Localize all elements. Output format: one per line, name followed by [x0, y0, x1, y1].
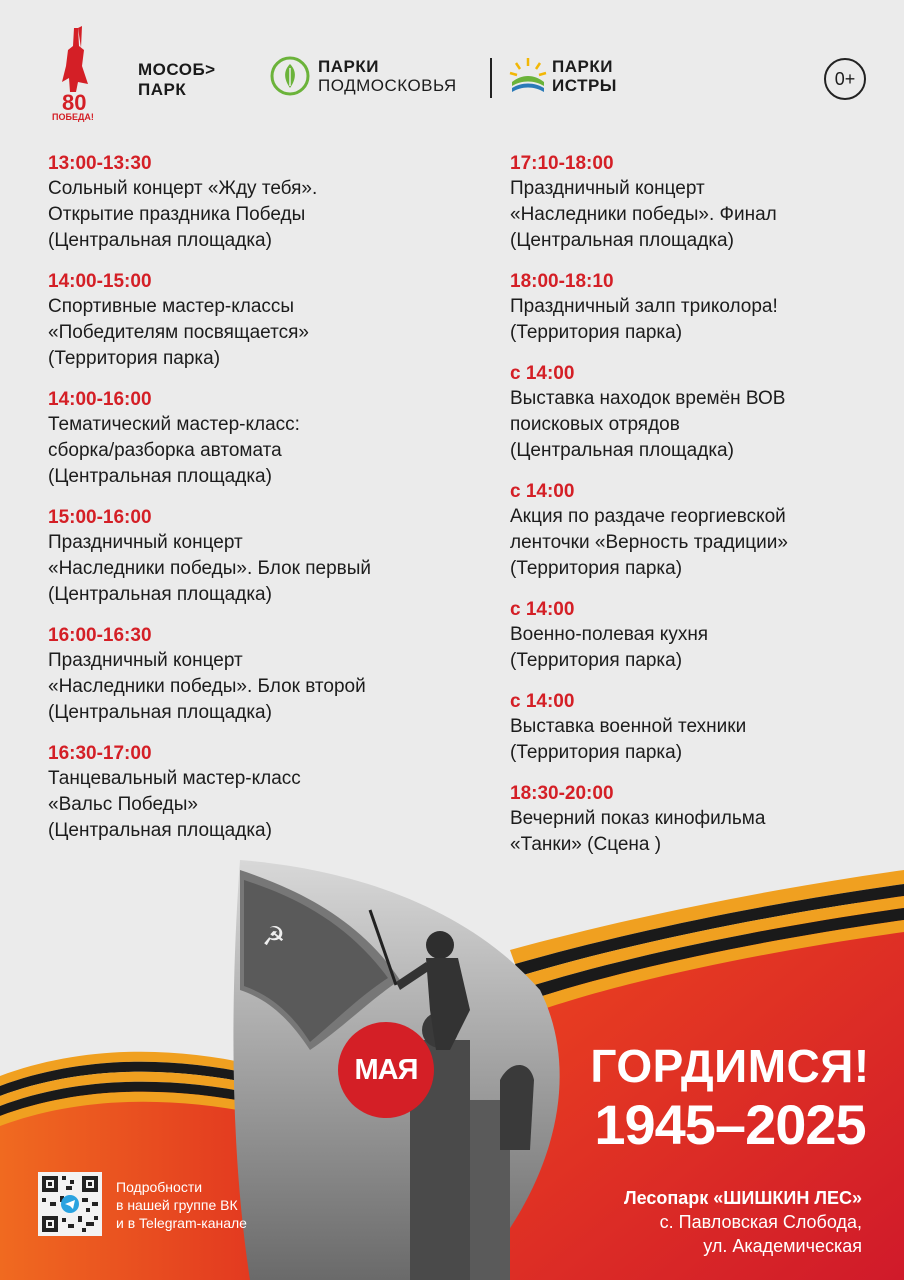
schedule-left-column	[48, 152, 478, 860]
event-description-line: Выставка военной техники	[510, 716, 747, 737]
qr-code-icon[interactable]	[38, 1172, 102, 1236]
schedule-event	[510, 362, 880, 464]
event-description-line: (Территория парка)	[510, 322, 683, 343]
event-description-line: Военно-полевая кухня	[510, 624, 709, 645]
schedule-event	[510, 270, 880, 346]
schedule-event	[48, 506, 478, 608]
schedule-event	[48, 388, 478, 490]
event-time: 15:00-16:00	[48, 507, 152, 528]
schedule-right-column	[510, 152, 880, 874]
schedule-event	[48, 624, 478, 726]
event-description-line: (Центральная площадка)	[48, 466, 272, 487]
park-name: Лесопарк «ШИШКИН ЛЕС»	[624, 1188, 862, 1208]
event-description-line: Сольный концерт «Жду тебя».	[48, 178, 318, 199]
may-badge: МАЯ	[338, 1022, 434, 1118]
event-description-line: Спортивные мастер-классы	[48, 296, 295, 317]
event-time: 17:10-18:00	[510, 153, 614, 174]
headline: ГОРДИМСЯ!	[590, 1040, 870, 1092]
logo-divider	[490, 58, 492, 98]
event-description-line: (Центральная площадка)	[48, 820, 272, 841]
details-line3: и в Telegram-канале	[116, 1215, 247, 1231]
event-time: 16:00-16:30	[48, 625, 152, 646]
event-description-line: поисковых отрядов	[510, 414, 680, 435]
event-description-line: «Наследники победы». Финал	[510, 204, 777, 225]
logo80-caption: ПОБЕДА!	[52, 112, 94, 122]
event-description-line: Праздничный концерт	[48, 532, 243, 553]
age-rating-badge: 0+	[824, 58, 866, 100]
event-description-line: (Территория парка)	[510, 742, 683, 763]
event-description-line: Танцевальный мастер-класс	[48, 768, 301, 789]
mosob-line1: МОСОБ>	[138, 60, 216, 79]
event-description-line: (Территория парка)	[48, 348, 221, 369]
event-description-line: (Территория парка)	[510, 558, 683, 579]
schedule-event	[510, 480, 880, 582]
address-line1: с. Павловская Слобода,	[659, 1212, 862, 1232]
mosobpark-logo	[138, 60, 216, 100]
parki-istry-line1: ПАРКИ	[552, 57, 613, 76]
event-description-line: (Центральная площадка)	[48, 584, 272, 605]
event-time: 18:00-18:10	[510, 271, 614, 292]
event-description-line: (Центральная площадка)	[48, 702, 272, 723]
event-description-line: Праздничный концерт	[510, 178, 705, 199]
event-description-line: Тематический мастер-класс:	[48, 414, 300, 435]
event-description-line: Открытие праздника Победы	[48, 204, 306, 225]
venue-address	[624, 1186, 862, 1258]
event-description-line: «Победителям посвящается»	[48, 322, 309, 343]
event-time: 14:00-16:00	[48, 389, 152, 410]
details-line2: в нашей группе ВК	[116, 1197, 238, 1213]
event-description-line: Вечерний показ кинофильма	[510, 808, 766, 829]
parki-podmoskovya-leaf-icon	[270, 56, 310, 96]
event-time: с 14:00	[510, 691, 575, 712]
schedule-event	[510, 598, 880, 674]
parki-pm-line2: ПОДМОСКОВЬЯ	[318, 76, 457, 95]
victory-80-logo-icon	[48, 26, 104, 122]
event-description-line: (Центральная площадка)	[510, 230, 734, 251]
parki-podmoskovya-logo	[270, 56, 457, 96]
event-description-line: ленточки «Верность традиции»	[510, 532, 788, 553]
event-description-line: Выставка находок времён ВОВ	[510, 388, 786, 409]
parki-istry-sun-icon	[508, 54, 548, 98]
event-description-line: (Территория парка)	[510, 650, 683, 671]
event-description-line: Праздничный концерт	[48, 650, 243, 671]
header	[0, 0, 904, 140]
logo80-number: 80	[62, 90, 87, 115]
event-time: 14:00-15:00	[48, 271, 152, 292]
event-description-line: «Танки» (Сцена )	[510, 834, 662, 855]
event-description-line: сборка/разборка автомата	[48, 440, 282, 461]
schedule-event	[510, 782, 880, 858]
event-description-line: Праздничный залп триколора!	[510, 296, 778, 317]
event-time: 18:30-20:00	[510, 783, 614, 804]
event-time: 16:30-17:00	[48, 743, 152, 764]
event-description-line: «Вальс Победы»	[48, 794, 198, 815]
parki-istry-line2: ИСТРЫ	[552, 76, 617, 95]
event-description-line: Акция по раздаче георгиевской	[510, 506, 786, 527]
event-time: с 14:00	[510, 599, 575, 620]
address-line2: ул. Академическая	[703, 1236, 862, 1256]
event-time: 13:00-13:30	[48, 153, 152, 174]
svg-text:☭: ☭	[262, 922, 286, 952]
mosob-line2: ПАРК	[138, 80, 187, 99]
schedule-event	[510, 152, 880, 254]
event-description-line: (Центральная площадка)	[510, 440, 734, 461]
schedule-event	[48, 152, 478, 254]
schedule-event	[48, 270, 478, 372]
event-description-line: (Центральная площадка)	[48, 230, 272, 251]
parki-istry-logo	[508, 54, 617, 98]
event-time: с 14:00	[510, 363, 575, 384]
schedule-event	[48, 742, 478, 844]
schedule-event	[510, 690, 880, 766]
details-note	[116, 1178, 247, 1232]
event-time: с 14:00	[510, 481, 575, 502]
years-range: 1945–2025	[594, 1093, 866, 1156]
details-line1: Подробности	[116, 1179, 203, 1195]
event-description-line: «Наследники победы». Блок второй	[48, 676, 366, 697]
parki-pm-line1: ПАРКИ	[318, 57, 379, 76]
event-description-line: «Наследники победы». Блок первый	[48, 558, 372, 579]
